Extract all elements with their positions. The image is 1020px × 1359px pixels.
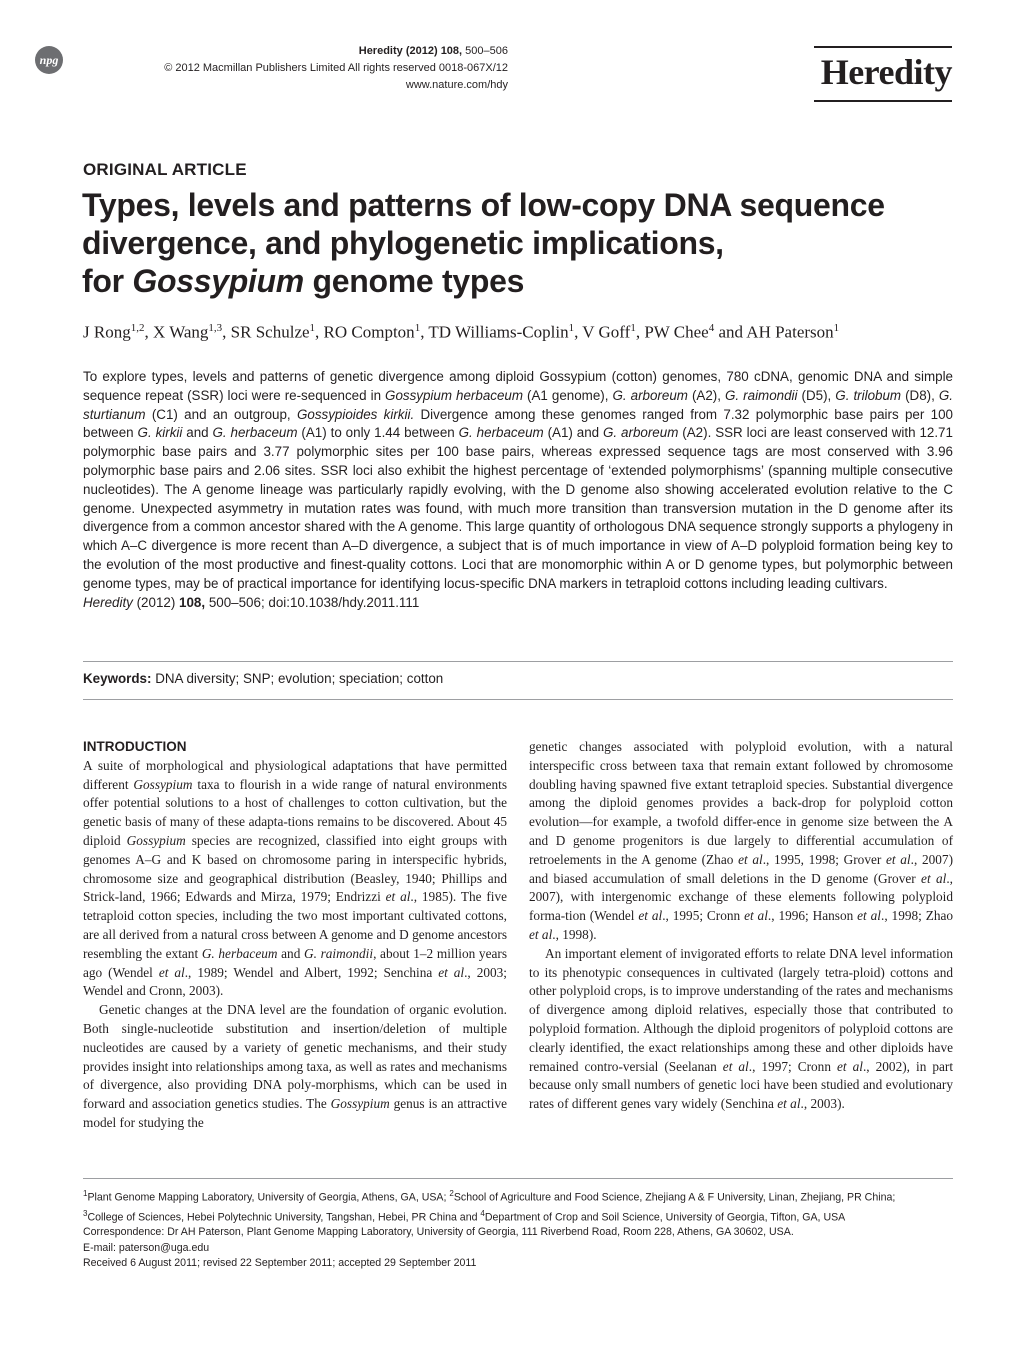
- body-run: A suite of morphological and physiological adaptations that have permitted different: [83, 757, 507, 792]
- body-run: ., 1995, 1998; Grover: [762, 851, 886, 867]
- abstract-run: G. arboreum: [612, 387, 688, 403]
- journal-logo: Heredity: [820, 52, 952, 92]
- body-run: ., 1995; Cronn: [662, 908, 745, 924]
- author-name: TD Williams-Coplin: [428, 322, 569, 342]
- abstract-run: G. raimondii: [725, 387, 798, 403]
- body-run: et al: [744, 908, 768, 924]
- author-name: SR Schulze: [230, 322, 310, 342]
- body-run: and: [277, 945, 305, 961]
- body-run: et al: [638, 908, 663, 924]
- abstract-run: (A2),: [687, 387, 726, 403]
- title-line-3: [82, 262, 962, 300]
- body-run: et al: [886, 851, 911, 867]
- divider: [83, 1178, 953, 1179]
- abstract-citation: [83, 594, 953, 613]
- body-run: G. herbaceum: [201, 945, 278, 961]
- divider: [83, 661, 953, 662]
- received-dates: Received 6 August 2011; revised 22 September 2011; accepted 29 September 2011: [83, 1256, 477, 1269]
- abstract-run: G. trilobum: [835, 387, 902, 403]
- affiliation-text: Plant Genome Mapping Laboratory, University of Georgia, Athens, GA, USA;: [87, 1191, 450, 1204]
- abstract-run: (A1) and: [543, 425, 604, 441]
- author-affiliation-mark: 1: [568, 322, 575, 334]
- body-run: et al: [722, 1058, 749, 1074]
- affiliation-text: Department of Crop and Soil Science, University of Georgia, Tifton, GA, USA: [484, 1211, 846, 1224]
- author-separator: and: [714, 322, 747, 342]
- author-separator: ,: [635, 322, 645, 342]
- author-affiliation-mark: 1,3: [208, 322, 223, 334]
- author-name: X Wang: [152, 322, 209, 342]
- affiliations-line-2: [83, 1206, 963, 1226]
- abstract-run: Divergence among these genomes ranged from 7.32 polymorphic base pairs per 100 between: [83, 406, 953, 441]
- article-title: [82, 186, 962, 300]
- author-affiliation-mark: 4: [708, 322, 715, 334]
- journal-url[interactable]: www.nature.com/hdy: [405, 79, 508, 91]
- body-run: ., 2007), with intergenomic exchange of these elements following polyploid forma-tion (Wendel: [529, 870, 954, 924]
- author-name: AH Paterson: [746, 322, 834, 342]
- body-run: genus is an attractive model for studying the: [83, 1096, 507, 1130]
- body-run: et al: [777, 1096, 801, 1112]
- body-run: ., 1998).: [552, 926, 597, 942]
- running-header: [164, 43, 508, 94]
- body-run: et al: [738, 851, 763, 867]
- citation-pages: 500–506: [465, 45, 508, 57]
- body-run: et al: [921, 870, 947, 886]
- body-run: ., 1996; Hanson: [767, 908, 858, 924]
- abstract-run: Gossypioides kirkii.: [296, 406, 415, 422]
- title-genus: Gossypium: [132, 263, 304, 299]
- body-run: species are recognized, classified into eight groups with genomes A–G and K based on chromosome paring in interspecific hybrids, chromosome size and geographical distribution (Beasley, 1940; Phillips and Strick-land, 1966; Edwards and Mirza, 1979; Endrizzi: [83, 832, 507, 905]
- body-run: Gossypium: [133, 776, 193, 792]
- body-run: ., 1997; Cronn: [748, 1058, 837, 1074]
- body-run: et al: [529, 926, 553, 942]
- body-run: G. raimondii: [304, 945, 374, 961]
- abstract: [83, 368, 953, 612]
- title-line-1: Types, levels and patterns of low-copy DNA sequence: [82, 187, 885, 223]
- author-separator: ,: [144, 322, 153, 342]
- abstract-run: (A1) to only 1.44 between: [297, 425, 459, 441]
- author-name: PW Chee: [644, 322, 709, 342]
- author-separator: ,: [222, 322, 231, 342]
- author-affiliation-mark: 1: [414, 322, 421, 334]
- body-run: ., 2003).: [800, 1096, 845, 1112]
- abstract-run: G. arboreum: [603, 425, 679, 441]
- body-run: ., 2003; Wendel and Cronn, 2003).: [83, 964, 508, 999]
- citation-run: 500–506; doi:10.1038/hdy.2011.111: [205, 594, 420, 610]
- abstract-run: (D5),: [797, 387, 836, 403]
- author-separator: ,: [420, 322, 429, 342]
- citation-run: 108,: [179, 594, 206, 610]
- body-run: An important element of invigorated efforts to relate DNA level information to its phenotypic consequences in cultivated (largely tetra-ploid) cottons and other polyploid crops, is to improve understanding of the rates and mechanisms of divergence among diploid relatives, especially those that contributed to polyploid formation. Although the diploid progenitors of polyploid cottons are clearly identified, the exact relationships among these and other diploids have remained contro-versial (Seelanan: [529, 945, 953, 1074]
- abstract-run: and: [182, 425, 213, 441]
- author-list: [83, 322, 963, 343]
- body-paragraph: [529, 945, 953, 1114]
- citation-journal: Heredity (2012): [358, 45, 438, 57]
- body-run: ., 2002), in part because only small numbers of genetic loci have been studied and evolutionary rates of different genes vary widely (Senchina: [529, 1058, 954, 1112]
- body-run: ., 1998; Zhao: [881, 908, 954, 924]
- publisher-logo: npg: [35, 46, 63, 74]
- body-run: , about 1–2 million years ago (Wendel: [83, 945, 507, 980]
- body-run: ., 1989; Wendel and Albert, 1992; Senchina: [184, 964, 439, 980]
- abstract-run: G. kirkii: [137, 425, 183, 441]
- footnotes: [83, 1186, 963, 1271]
- abstract-run: To explore types, levels and patterns of genetic divergence among diploid Gossypium (cotton) genomes, 780 cDNA, genomic DNA and simple sequence repeat (SSR) loci were re-sequenced in: [83, 369, 953, 403]
- author-affiliation-mark: 1: [309, 322, 316, 334]
- author-name: RO Compton: [323, 322, 415, 342]
- author-affiliation-mark: 1: [833, 322, 840, 334]
- abstract-run: (C1) and an outgroup,: [145, 406, 297, 422]
- body-column-left: [83, 738, 507, 1133]
- affiliations-line-1: [83, 1186, 963, 1206]
- body-run: Genetic changes at the DNA level are the foundation of organic evolution. Both single-nucleotide substitution and insertion/deletion of multiple nucleotides are caused by a variety of genetic mechanisms, and their study provides insight into relationships among taxa, as well as rates and mechanisms of divergence, also providing DNA poly-morphisms, which can be used in forward and association genetics studies. The: [83, 1002, 507, 1112]
- abstract-text: [83, 368, 953, 594]
- body-run: Gossypium: [126, 832, 186, 848]
- body-run: et al: [385, 889, 411, 905]
- keywords: [83, 671, 443, 686]
- body-run: et al: [857, 908, 881, 924]
- title-line-2: divergence, and phylogenetic implications,: [82, 225, 724, 261]
- abstract-run: (D8),: [901, 387, 939, 403]
- author-name: V Goff: [582, 322, 631, 342]
- divider: [83, 699, 953, 700]
- copyright-line: © 2012 Macmillan Publishers Limited All rights reserved 0018-067X/12: [164, 62, 508, 74]
- correspondence: Correspondence: Dr AH Paterson, Plant Genome Mapping Laboratory, University of Georgia, 111 Riverbend Road, Room 228, Athens, GA 30602, USA.: [83, 1226, 794, 1239]
- citation-run: (2012): [132, 594, 180, 610]
- article-type: ORIGINAL ARTICLE: [83, 160, 247, 179]
- keywords-label: Keywords:: [83, 671, 152, 686]
- abstract-run: G. herbaceum: [458, 425, 544, 441]
- author-affiliation-mark: 1,2: [130, 322, 145, 334]
- email[interactable]: E-mail: paterson@uga.edu: [83, 1241, 210, 1254]
- abstract-run: G. sturtianum: [83, 387, 954, 422]
- affiliation-number: 4: [480, 1208, 485, 1218]
- body-run: et al: [837, 1058, 863, 1074]
- body-run: ., 1985). The five tetraploid cotton species, including the two most important cultivated cottons, are all derived from a natural cross between A genome and D genome ancestors resembling the extant: [83, 889, 508, 961]
- body-run: taxa to flourish in a wide range of natural environments offer potential solutions to a host of challenges to cotton cultivation, but the genetic basis of many of these adapta-tions remains to be discovered. About 45 diploid: [83, 776, 508, 848]
- body-paragraph: [83, 757, 507, 1001]
- body-run: ., 2007) and biased accumulation of small deletions in the D genome (Grover: [529, 851, 954, 886]
- body-run: et al: [158, 964, 185, 980]
- affiliation-number: 1: [83, 1189, 88, 1198]
- abstract-run: G. herbaceum: [212, 425, 298, 441]
- citation-volume: 108,: [440, 45, 463, 57]
- citation-run: Heredity: [83, 594, 133, 610]
- author-separator: ,: [315, 322, 324, 342]
- affiliation-text: School of Agriculture and Food Science, Zhejiang A & F University, Linan, Zhejiang, PR China;: [453, 1191, 896, 1204]
- title-line-3-post: genome types: [303, 263, 525, 299]
- body-run: Gossypium: [330, 1096, 390, 1112]
- affiliation-number: 2: [449, 1189, 454, 1198]
- abstract-run: (A2). SSR loci are least conserved with 12.71 polymorphic base pairs and 3.77 polymorphic sites per 100 base pairs, whereas expressed sequence tags are most conserved with 3.96 polymorphic base pairs and 2.06 sites. SSR loci also exhibit the highest percentage of ‘extended polymorphisms’ (spanning multiple consecutive nucleotides). The A genome lineage was particularly rapidly evolving, with the D genome also showing accelerated evolution relative to the C genome. Unexpected asymmetry in mutation rates was found, with much more transition than transversion mutation in the D genome after its divergence from a common ancestor shared with the A genome. This large quantity of orthologous DNA sequence strongly supports a phylogeny in which A–C divergence is more recent than A–D divergence, a subject that is of much importance in view of A–D polyploid formation being key to the evolution of the most productive and finest-quality cottons. Loci that are monomorphic within A or D genome types, but polymorphic between genome types, may be of practical importance for identifying locus-specific DNA markers in tetraploid cottons including leading cultivars.: [83, 425, 953, 591]
- body-paragraph: [529, 738, 953, 945]
- body-run: et al: [438, 964, 465, 980]
- body-run: genetic changes associated with polyploid evolution, with a natural interspecific cross between taxa that remain extant followed by chromosome doubling having spawned five extant tetraploid species. Substantial divergence among the diploid genomes provides a back-drop for polyploid cotton evolution—for example, a twofold differ-ence in genome size between the A and D genome progenitors is due largely to differential accumulation of retroelements in the A genome (Zhao: [529, 739, 953, 867]
- abstract-run: Gossypium herbaceum: [385, 387, 524, 403]
- author-name: J Rong: [83, 322, 131, 342]
- author-affiliation-mark: 1: [630, 322, 636, 334]
- body-column-right: [529, 738, 953, 1114]
- keywords-text: DNA diversity; SNP; evolution; speciation; cotton: [151, 671, 444, 686]
- title-line-3-pre: for: [82, 263, 133, 299]
- affiliation-number: 3: [83, 1208, 88, 1218]
- section-heading: INTRODUCTION: [83, 739, 187, 754]
- journal-citation: [164, 43, 508, 60]
- abstract-run: (A1 genome),: [523, 387, 613, 403]
- affiliation-text: College of Sciences, Hebei Polytechnic University, Tangshan, Hebei, PR China and: [87, 1211, 481, 1224]
- author-separator: ,: [574, 322, 583, 342]
- body-paragraph: [83, 1001, 507, 1133]
